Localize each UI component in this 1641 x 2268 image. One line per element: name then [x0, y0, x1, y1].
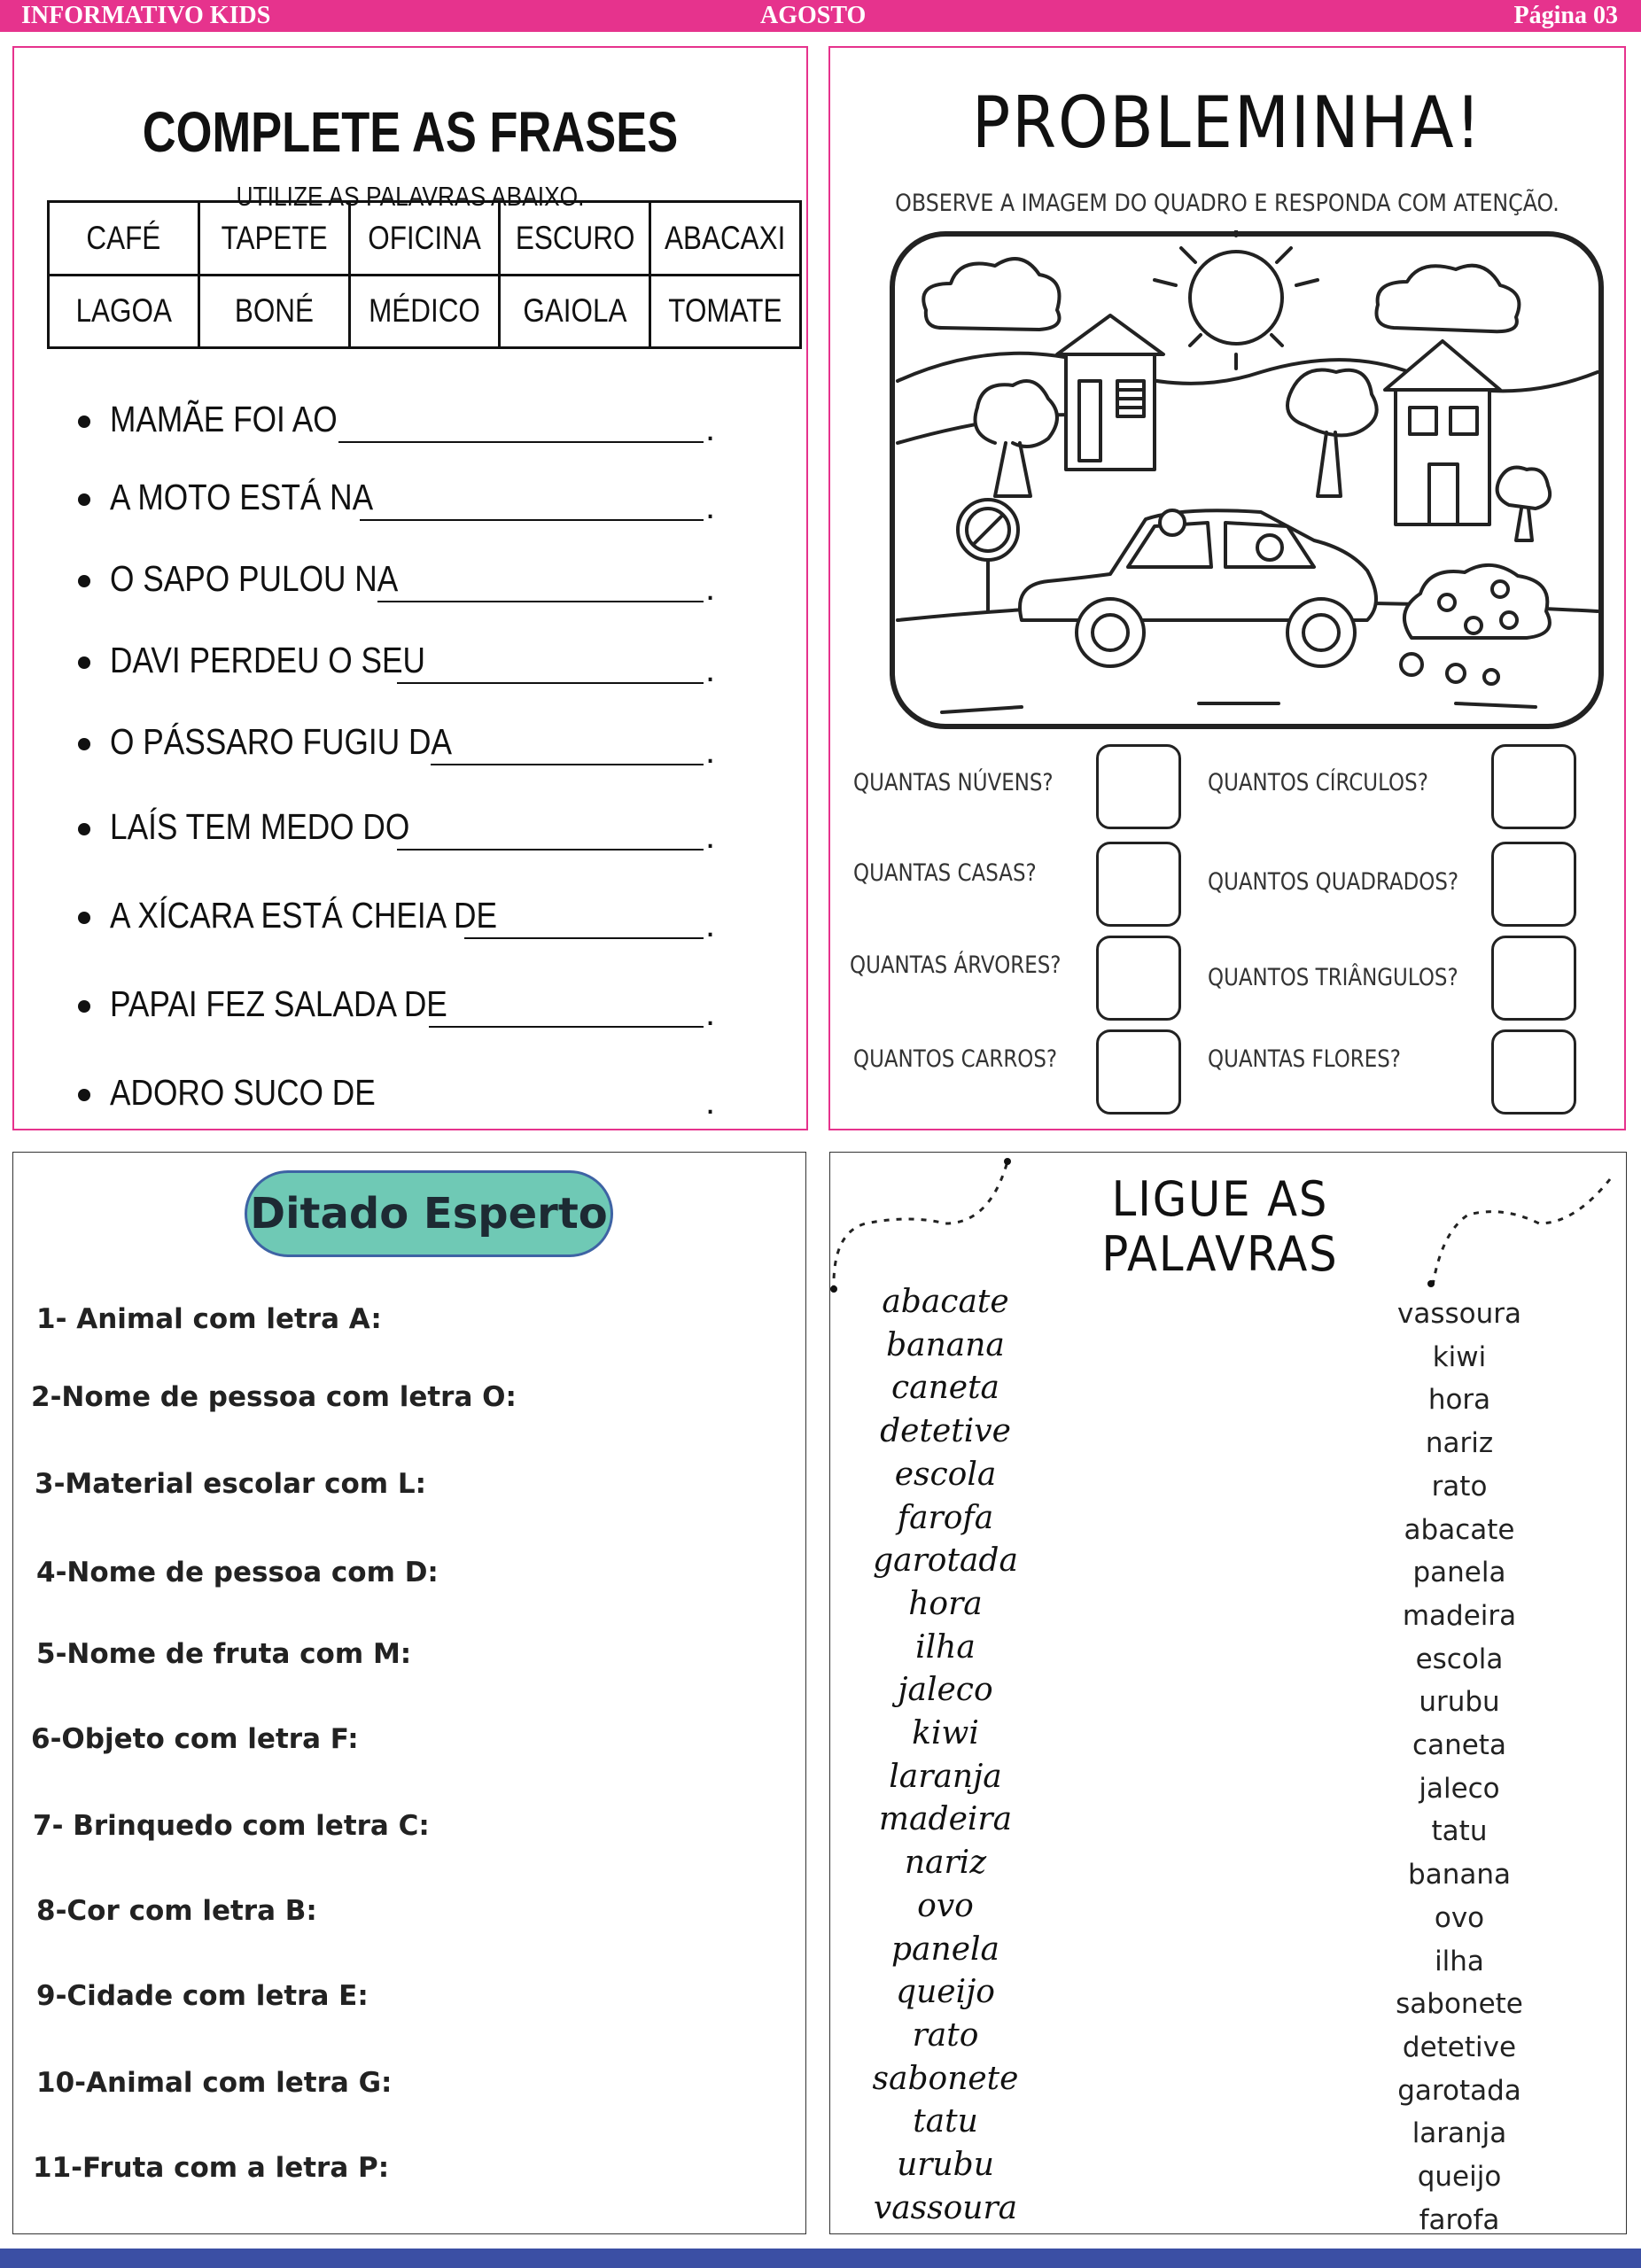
complete-title: COMPLETE AS FRASES: [142, 100, 679, 164]
ditado-item: 5-Nome de fruta com M:: [36, 1638, 412, 1670]
cursive-word[interactable]: jaleco: [898, 1672, 993, 1709]
cursive-word[interactable]: abacate: [882, 1284, 1009, 1320]
bullet-icon: [78, 912, 90, 924]
ligue-title-line: LIGUE AS: [1111, 1171, 1329, 1227]
bullet-icon: [78, 738, 90, 750]
print-word[interactable]: ilha: [1435, 1945, 1484, 1977]
ditado-item: 8-Cor com letra B:: [36, 1895, 317, 1927]
ligue-title: [1049, 1172, 1391, 1282]
ditado-item: 11-Fruta com a letra P:: [33, 2152, 390, 2184]
top-header-bar: [0, 0, 1641, 32]
bullet-icon: [78, 493, 90, 506]
ditado-item: 6-Objeto com letra F:: [31, 1723, 359, 1755]
question-label: QUANTAS NÚVENS?: [853, 769, 1054, 796]
word-bank-cell: TOMATE: [650, 275, 801, 348]
no-parking-sign-icon: [958, 500, 1018, 611]
answer-blank[interactable]: [431, 764, 704, 765]
tree-icon: [1287, 370, 1377, 497]
answer-blank[interactable]: [377, 601, 704, 602]
answer-blank[interactable]: [464, 937, 704, 939]
cursive-word[interactable]: hora: [908, 1585, 983, 1622]
print-word[interactable]: panela: [1412, 1557, 1506, 1589]
print-word[interactable]: ovo: [1434, 1901, 1485, 1934]
sentence-item: PAPAI FEZ SALADA DE: [66, 983, 502, 1025]
question-label: QUANTOS CARROS?: [853, 1045, 1058, 1073]
answer-blank[interactable]: [397, 682, 704, 684]
cursive-word[interactable]: urubu: [897, 2147, 994, 2183]
header-brand: INFORMATIVO KIDS: [21, 2, 271, 29]
ditado-item: 2-Nome de pessoa com letra O:: [31, 1381, 517, 1413]
question-label: QUANTOS QUADRADOS?: [1208, 868, 1459, 896]
sentence-period: .: [705, 409, 716, 448]
bullet-icon: [78, 575, 90, 587]
answer-blank[interactable]: [360, 519, 704, 521]
sentence-item: O SAPO PULOU NA: [66, 558, 445, 600]
sun-icon: [1155, 230, 1318, 369]
answer-box[interactable]: [1096, 1029, 1181, 1115]
print-word[interactable]: garotada: [1397, 2074, 1521, 2107]
bullet-icon: [78, 1089, 90, 1101]
header-page-number: Página 03: [1513, 2, 1618, 29]
answer-box[interactable]: [1096, 842, 1181, 927]
sentence-item: O PÁSSARO FUGIU DA: [66, 721, 508, 763]
word-bank-cell: OFICINA: [349, 202, 500, 276]
word-bank-cell: ESCURO: [500, 202, 650, 276]
sentence-period: .: [705, 905, 716, 944]
sentence-item: DAVI PERDEU O SEU: [66, 640, 477, 681]
question-label: QUANTAS ÁRVORES?: [850, 951, 1062, 979]
ditado-item: 9-Cidade com letra E:: [36, 1980, 369, 2012]
complete-sentences-panel: [12, 46, 808, 1130]
cursive-word[interactable]: caneta: [890, 1370, 1000, 1407]
question-label: QUANTOS CÍRCULOS?: [1208, 769, 1428, 796]
print-word[interactable]: queijo: [1417, 2161, 1502, 2193]
word-bank-cell: MÉDICO: [349, 275, 500, 348]
word-bank-cell: LAGOA: [49, 275, 199, 348]
ditado-title-badge: Ditado Esperto: [245, 1170, 613, 1257]
dot-marker: [1427, 1280, 1435, 1287]
word-bank-row: [49, 202, 801, 276]
print-word[interactable]: sabonete: [1396, 1988, 1523, 2021]
ligue-palavras-panel: [829, 1152, 1627, 2234]
cursive-word[interactable]: kiwi: [912, 1715, 979, 1751]
cursive-word[interactable]: tatu: [913, 2103, 978, 2140]
ditado-item: 4-Nome de pessoa com D:: [36, 1557, 439, 1588]
print-word[interactable]: madeira: [1402, 1599, 1517, 1632]
print-word[interactable]: nariz: [1425, 1427, 1494, 1460]
print-word[interactable]: hora: [1427, 1384, 1491, 1417]
question-label: QUANTOS TRIÂNGULOS?: [1208, 964, 1458, 991]
sentence-item: A XÍCARA ESTÁ CHEIA DE: [66, 895, 560, 936]
ditado-item: 3-Material escolar com L:: [35, 1468, 426, 1500]
bullet-icon: [78, 1000, 90, 1013]
sentence-period: .: [705, 817, 716, 856]
dot-marker: [1004, 1158, 1011, 1165]
print-word[interactable]: rato: [1431, 1470, 1488, 1503]
cursive-word[interactable]: rato: [912, 2016, 979, 2054]
answer-box[interactable]: [1096, 936, 1181, 1021]
header-month: AGOSTO: [760, 2, 867, 29]
ditado-item: 1- Animal com letra A:: [36, 1303, 382, 1335]
complete-subtitle: UTILIZE AS PALAVRAS ABAIXO.: [236, 181, 585, 212]
scene-illustration: [889, 230, 1605, 730]
cursive-word[interactable]: queijo: [896, 1974, 995, 2011]
print-word[interactable]: caneta: [1412, 1729, 1506, 1761]
tree-icon: [976, 381, 1058, 496]
answer-blank[interactable]: [338, 441, 704, 443]
tree-icon: [1497, 468, 1550, 540]
word-bank-table: [47, 200, 802, 349]
print-word[interactable]: jaleco: [1419, 1772, 1500, 1805]
probleminha-subtitle: OBSERVE A IMAGEM DO QUADRO E RESPONDA COM ATENÇÃO.: [895, 190, 1559, 217]
cursive-word[interactable]: madeira: [878, 1801, 1013, 1838]
cursive-word[interactable]: ilha: [915, 1628, 976, 1666]
ditado-item: 7- Brinquedo com letra C:: [33, 1810, 430, 1842]
cloud-icon: [923, 259, 1059, 330]
cursive-word[interactable]: escola: [894, 1456, 997, 1493]
answer-box[interactable]: [1491, 936, 1576, 1021]
sentence-period: .: [705, 569, 716, 608]
cursive-word[interactable]: banana: [886, 1326, 1005, 1363]
sentence-item: LAÍS TEM MEDO DO: [66, 806, 458, 848]
print-word[interactable]: escola: [1415, 1643, 1504, 1675]
cursive-word[interactable]: detetive: [880, 1413, 1011, 1450]
car-icon: [1020, 510, 1376, 666]
sentence-item: ADORO SUCO DE: [66, 1072, 419, 1114]
print-word[interactable]: tatu: [1431, 1815, 1488, 1848]
cursive-word[interactable]: ovo: [917, 1887, 974, 1924]
cursive-word[interactable]: farofa: [897, 1499, 994, 1536]
cursive-word[interactable]: laranja: [889, 1758, 1002, 1795]
print-word[interactable]: kiwi: [1432, 1340, 1487, 1373]
cursive-word[interactable]: nariz: [904, 1845, 987, 1882]
print-word[interactable]: laranja: [1412, 2117, 1507, 2150]
bottom-bar: [0, 2249, 1641, 2268]
sentence-item: A MOTO ESTÁ NA: [66, 477, 416, 518]
print-word[interactable]: farofa: [1419, 2203, 1500, 2236]
answer-blank[interactable]: [397, 849, 704, 850]
small-flower-icon: [1401, 654, 1498, 684]
sentence-period: .: [705, 994, 716, 1033]
sentence-period: .: [705, 650, 716, 689]
answer-box[interactable]: [1096, 744, 1181, 829]
question-label: QUANTAS CASAS?: [853, 859, 1037, 887]
cloud-icon: [1376, 266, 1519, 331]
cursive-word[interactable]: panela: [891, 1930, 999, 1968]
bullet-icon: [78, 823, 90, 835]
word-bank-cell: TAPETE: [198, 202, 349, 276]
print-word[interactable]: urubu: [1419, 1686, 1500, 1719]
sentence-item: MAMÃE FOI AO: [66, 399, 374, 440]
probleminha-title: PROBLEMINHA!: [971, 82, 1483, 164]
question-label: QUANTAS FLORES?: [1208, 1045, 1401, 1073]
answer-box[interactable]: [1491, 842, 1576, 927]
ditado-item: 10-Animal com letra G:: [36, 2067, 393, 2099]
bullet-icon: [78, 416, 90, 428]
sentence-period: .: [705, 1083, 716, 1122]
cursive-word[interactable]: sabonete: [872, 2060, 1019, 2097]
dot-marker: [830, 1285, 837, 1293]
flower-bush-icon: [1404, 565, 1550, 638]
house-icon: [1057, 315, 1163, 470]
answer-blank[interactable]: [429, 1026, 704, 1028]
print-word[interactable]: banana: [1408, 1859, 1511, 1891]
word-bank-row: [49, 275, 801, 348]
ditado-panel: [12, 1152, 806, 2234]
ligue-title-line: PALAVRAS: [1101, 1226, 1339, 1282]
answer-box[interactable]: [1491, 1029, 1576, 1115]
sentence-period: .: [705, 487, 716, 526]
word-bank-cell: BONÉ: [198, 275, 349, 348]
sentence-period: .: [705, 732, 716, 771]
word-bank-cell: ABACAXI: [650, 202, 801, 276]
print-word[interactable]: vassoura: [1397, 1298, 1521, 1330]
cursive-word[interactable]: garotada: [873, 1542, 1018, 1580]
cursive-word[interactable]: vassoura: [873, 2189, 1018, 2226]
word-bank-cell: CAFÉ: [49, 202, 199, 276]
bullet-icon: [78, 656, 90, 669]
answer-box[interactable]: [1491, 744, 1576, 829]
probleminha-panel: [828, 46, 1626, 1130]
print-word[interactable]: abacate: [1404, 1513, 1515, 1546]
print-word[interactable]: detetive: [1402, 2031, 1517, 2063]
word-bank-cell: GAIOLA: [500, 275, 650, 348]
